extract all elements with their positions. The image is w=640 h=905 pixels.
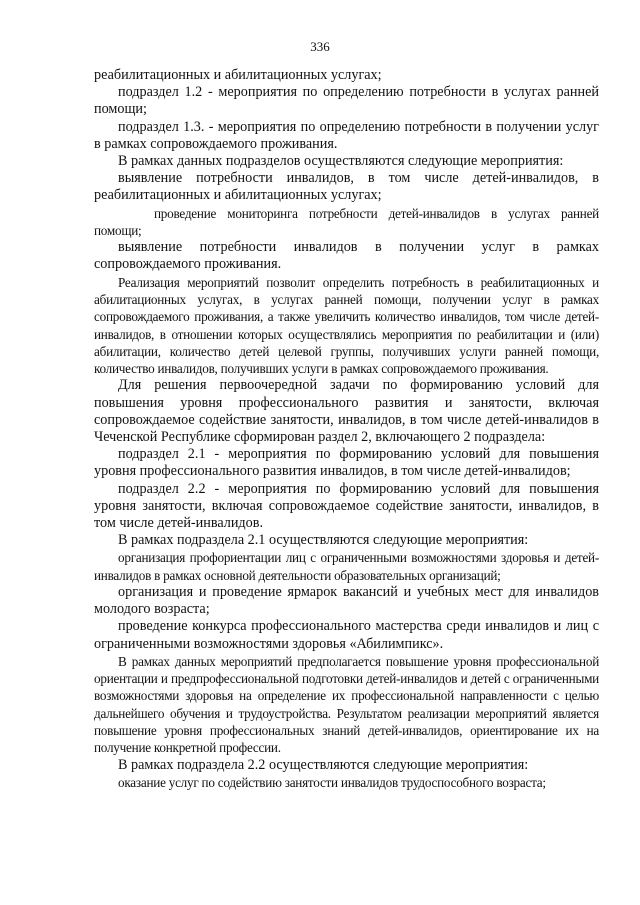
paragraph: В рамках данных подразделов осуществляются следующие мероприятия: xyxy=(118,153,564,170)
paragraph: В рамках подраздела 2.2 осуществляются следующие мероприятия: xyxy=(118,756,529,773)
paragraph: организация профориентации лиц с ограниченными возможностями здоровья и детей-инвалидов в рамках основной деятельности образовательных организаций; xyxy=(94,550,599,583)
paragraph: подраздел 2.1 - мероприятия по формированию условий для повышения уровня профессионального развития инвалидов, в том числе детей-инвалидов; xyxy=(94,446,599,480)
paragraph: проведение мониторинга потребности детей-инвалидов в услугах ранней помощи; xyxy=(94,205,599,238)
paragraph: выявление потребности инвалидов, в том числе детей-инвалидов, в реабилитационных и абилитационных услугах; xyxy=(94,170,599,204)
paragraph: подраздел 1.2 - мероприятия по определению потребности в услугах ранней помощи; xyxy=(94,84,599,118)
paragraph: Реализация мероприятий позволит определить потребность в реабилитационных и абилитационных услугах, в услугах ранней помощи, получении услуг в рамках сопровождаемого проживания, а также увеличить количество инвалидов, том числе детей-инвалидов, в отношении которых осуществлялись мероприятия по реабилитации и (или) абилитации, количество детей целевой группы, получивших услуги ранней помощи, количество инвалидов, получивших услуги в рамках сопровождаемого проживания. xyxy=(94,274,599,377)
paragraph: организация и проведение ярмарок вакансий и учебных мест для инвалидов молодого возраста; xyxy=(94,584,599,618)
paragraph: проведение конкурса профессионального мастерства среди инвалидов и лиц с ограниченными возможностями здоровья «Абилимпикс». xyxy=(94,618,599,652)
paragraph: подраздел 2.2 - мероприятия по формированию условий для повышения уровня занятости, включая сопровождаемое содействие занятости, инвалидов, в том числе детей-инвалидов. xyxy=(94,480,599,532)
paragraph: Для решения первоочередной задачи по формированию условий для повышения уровня профессионального развития и занятости, включая сопровождаемое содействие занятости, инвалидов, в том числе детей-инвалидов в Чеченской Республике сформирован раздел 2, включающего 2 подраздела: xyxy=(94,377,599,446)
paragraph: В рамках данных мероприятий предполагается повышение уровня профессиональной ориентации и предпрофессиональной подготовки детей-инвалидов и детей с ограниченными возможностями здоровья на определение их профессиональной направленности с целью дальнейшего обучения и трудоустройства. Результатом реализации мероприятий является повышение уровня профессиональных знаний детей-инвалидов, ориентирование их на получение конкретной профессии. xyxy=(94,653,599,756)
paragraph: выявление потребности инвалидов в получении услуг в рамках сопровождаемого проживания. xyxy=(94,239,599,273)
paragraph: В рамках подраздела 2.1 осуществляются следующие мероприятия: xyxy=(118,532,529,549)
paragraph: оказание услуг по содействию занятости инвалидов трудоспособного возраста; xyxy=(118,774,546,790)
page-number: 336 xyxy=(310,39,330,54)
page-body xyxy=(94,67,599,791)
paragraph: подраздел 1.3. - мероприятия по определению потребности в получении услуг в рамках сопровождаемого проживания. xyxy=(94,118,599,152)
paragraph: реабилитационных и абилитационных услугах; xyxy=(94,67,382,83)
